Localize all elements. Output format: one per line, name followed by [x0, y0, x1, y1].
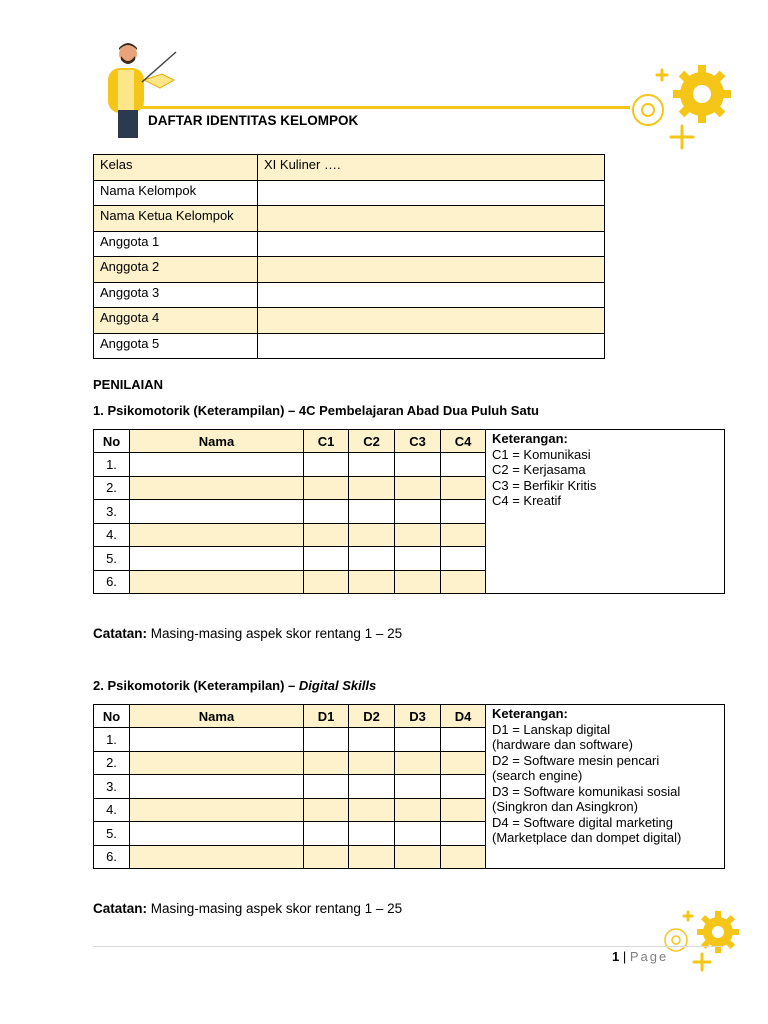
keterangan-line: (search engine): [492, 768, 583, 783]
score-cell[interactable]: [304, 798, 349, 822]
keterangan-line: C4 = Kreatif: [492, 493, 562, 508]
score-cell[interactable]: [349, 547, 395, 571]
keterangan-legend: [486, 705, 725, 869]
score-cell[interactable]: [395, 822, 441, 846]
header-row: [94, 430, 725, 453]
keterangan-line: D4 = Software digital marketing: [492, 814, 674, 830]
keterangan-line: C2 = Kerjasama: [492, 462, 586, 477]
score-cell[interactable]: [441, 751, 486, 775]
row-number: 2.: [94, 751, 130, 775]
score-cell[interactable]: [304, 728, 349, 752]
name-cell[interactable]: [130, 570, 304, 594]
identity-value[interactable]: [258, 282, 605, 308]
name-cell[interactable]: [130, 822, 304, 846]
penilaian-heading: PENILAIAN: [93, 377, 164, 392]
score-cell[interactable]: [395, 728, 441, 752]
page-footer: [612, 949, 668, 964]
name-cell[interactable]: [130, 500, 304, 524]
note-text: Masing-masing aspek skor rentang 1 – 25: [147, 626, 403, 641]
row-number: 4.: [94, 523, 130, 547]
keterangan-title: Keterangan:: [492, 706, 568, 721]
identity-row: [94, 206, 605, 232]
score-cell[interactable]: [395, 798, 441, 822]
column-header: No: [94, 705, 130, 728]
score-cell[interactable]: [349, 751, 395, 775]
identity-label: Nama Ketua Kelompok: [94, 206, 258, 232]
score-cell[interactable]: [304, 822, 349, 846]
score-cell[interactable]: [395, 751, 441, 775]
score-cell[interactable]: [441, 547, 486, 571]
row-number: 6.: [94, 570, 130, 594]
identity-row: [94, 308, 605, 334]
identity-value[interactable]: [258, 308, 605, 334]
score-cell[interactable]: [395, 476, 441, 500]
score-cell[interactable]: [441, 476, 486, 500]
score-cell[interactable]: [304, 476, 349, 500]
score-cell[interactable]: [304, 775, 349, 799]
score-cell[interactable]: [441, 523, 486, 547]
row-number: 3.: [94, 500, 130, 524]
score-cell[interactable]: [349, 476, 395, 500]
header-accent-line: [140, 106, 630, 109]
column-header: D2: [349, 705, 395, 728]
identity-row: [94, 155, 605, 181]
note-label: Catatan:: [93, 626, 148, 641]
score-cell[interactable]: [441, 775, 486, 799]
name-cell[interactable]: [130, 798, 304, 822]
score-cell[interactable]: [441, 845, 486, 869]
column-header: Nama: [130, 705, 304, 728]
score-cell[interactable]: [441, 453, 486, 477]
identity-value[interactable]: [258, 333, 605, 359]
score-cell[interactable]: [395, 523, 441, 547]
score-cell[interactable]: [349, 798, 395, 822]
score-cell[interactable]: [349, 845, 395, 869]
identity-label: Anggota 5: [94, 333, 258, 359]
column-header: D4: [441, 705, 486, 728]
page-number: 1: [612, 949, 620, 964]
score-cell[interactable]: [349, 523, 395, 547]
header-row: [94, 705, 725, 728]
score-cell[interactable]: [395, 845, 441, 869]
score-cell[interactable]: [304, 500, 349, 524]
identity-value[interactable]: [258, 206, 605, 232]
name-cell[interactable]: [130, 523, 304, 547]
name-cell[interactable]: [130, 845, 304, 869]
column-header: C1: [304, 430, 349, 453]
score-cell[interactable]: [304, 547, 349, 571]
name-cell[interactable]: [130, 728, 304, 752]
score-table-digital: [93, 704, 725, 869]
identity-row: [94, 180, 605, 206]
score-table-4c: [93, 429, 725, 594]
identity-label: Anggota 1: [94, 231, 258, 257]
row-number: 1.: [94, 728, 130, 752]
keterangan-title: Keterangan:: [492, 431, 568, 446]
gears-decoration-bottom: [656, 908, 742, 974]
section1-note: [93, 626, 402, 641]
score-cell[interactable]: [441, 500, 486, 524]
name-cell[interactable]: [130, 476, 304, 500]
score-cell[interactable]: [395, 453, 441, 477]
score-cell[interactable]: [304, 751, 349, 775]
identity-value[interactable]: [258, 180, 605, 206]
row-number: 4.: [94, 798, 130, 822]
score-cell[interactable]: [441, 728, 486, 752]
identity-row: [94, 333, 605, 359]
row-number: 5.: [94, 547, 130, 571]
score-cell[interactable]: [441, 822, 486, 846]
identity-value[interactable]: XI Kuliner ….: [258, 155, 605, 181]
keterangan-line: (Marketplace dan dompet digital): [492, 830, 682, 845]
score-cell[interactable]: [349, 728, 395, 752]
keterangan-line: (Singkron dan Asingkron): [492, 799, 638, 814]
identity-table: [93, 154, 605, 359]
name-cell[interactable]: [130, 547, 304, 571]
identity-row: [94, 231, 605, 257]
identity-label: Nama Kelompok: [94, 180, 258, 206]
score-cell[interactable]: [395, 570, 441, 594]
page-label: Page: [629, 949, 669, 964]
score-cell[interactable]: [304, 453, 349, 477]
identity-value[interactable]: [258, 257, 605, 283]
score-cell[interactable]: [349, 570, 395, 594]
score-cell[interactable]: [304, 523, 349, 547]
keterangan-line: (hardware dan software): [492, 737, 633, 752]
identity-label: Anggota 3: [94, 282, 258, 308]
score-cell[interactable]: [304, 570, 349, 594]
keterangan-line: C1 = Komunikasi: [492, 446, 591, 462]
gears-decoration-top: [620, 62, 740, 157]
column-header: C2: [349, 430, 395, 453]
column-header: D1: [304, 705, 349, 728]
score-cell[interactable]: [349, 822, 395, 846]
footer-divider: [93, 946, 723, 947]
page-separator: |: [619, 949, 630, 964]
note-text: Masing-masing aspek skor rentang 1 – 25: [147, 901, 403, 916]
keterangan-line: D1 = Lanskap digital: [492, 721, 611, 737]
section2-heading-prefix: 2. Psikomotorik (Keterampilan) –: [93, 678, 299, 693]
document-title: DAFTAR IDENTITAS KELOMPOK: [148, 113, 359, 128]
keterangan-line: D2 = Software mesin pencari: [492, 752, 660, 768]
identity-value[interactable]: [258, 231, 605, 257]
row-number: 1.: [94, 453, 130, 477]
column-header: Nama: [130, 430, 304, 453]
identity-label: Anggota 2: [94, 257, 258, 283]
column-header: C3: [395, 430, 441, 453]
section2-heading: [93, 678, 376, 693]
identity-label: Anggota 4: [94, 308, 258, 334]
note-label: Catatan:: [93, 901, 148, 916]
keterangan-line: C3 = Berfikir Kritis: [492, 477, 597, 493]
column-header: No: [94, 430, 130, 453]
section1-heading: 1. Psikomotorik (Keterampilan) – 4C Pembelajaran Abad Dua Puluh Satu: [93, 403, 539, 418]
score-cell[interactable]: [395, 775, 441, 799]
row-number: 3.: [94, 775, 130, 799]
identity-row: [94, 257, 605, 283]
score-cell[interactable]: [349, 775, 395, 799]
section2-heading-italic: Digital Skills: [298, 678, 377, 693]
row-number: 5.: [94, 822, 130, 846]
section2-note: [93, 901, 402, 916]
column-header: C4: [441, 430, 486, 453]
row-number: 2.: [94, 476, 130, 500]
score-cell[interactable]: [441, 570, 486, 594]
row-number: 6.: [94, 845, 130, 869]
name-cell[interactable]: [130, 453, 304, 477]
score-cell[interactable]: [349, 500, 395, 524]
score-cell[interactable]: [395, 547, 441, 571]
column-header: D3: [395, 705, 441, 728]
score-cell[interactable]: [304, 845, 349, 869]
identity-row: [94, 282, 605, 308]
score-cell[interactable]: [441, 798, 486, 822]
name-cell[interactable]: [130, 751, 304, 775]
score-cell[interactable]: [395, 500, 441, 524]
name-cell[interactable]: [130, 775, 304, 799]
identity-label: Kelas: [94, 155, 258, 181]
score-cell[interactable]: [349, 453, 395, 477]
keterangan-line: D3 = Software komunikasi sosial: [492, 783, 681, 799]
keterangan-legend: [486, 430, 725, 594]
